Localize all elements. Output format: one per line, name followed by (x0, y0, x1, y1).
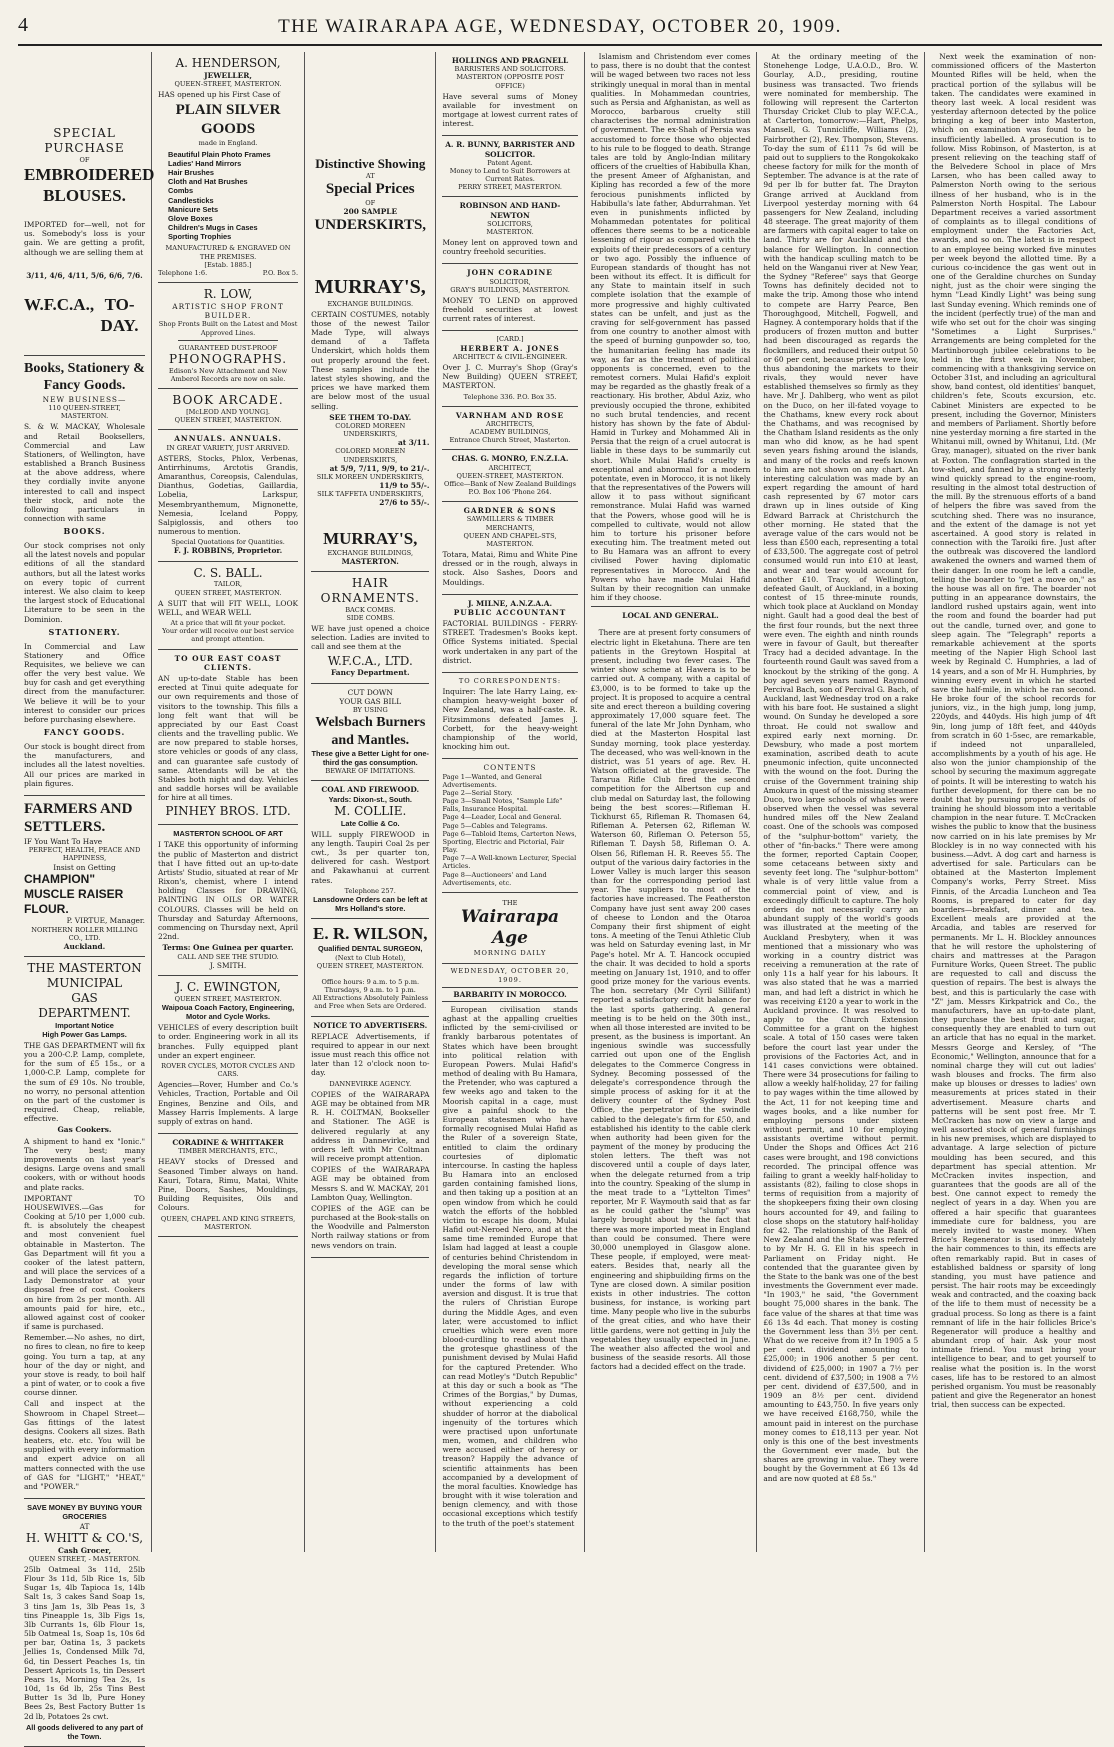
jeweller-label: JEWELLER, (204, 70, 252, 80)
artistic-builder: ARTISTIC SHOP FRONT BUILDER. (172, 302, 284, 321)
beware-note: BEWARE OF IMITATIONS. (325, 767, 416, 776)
robinson-body: Money lent on approved town and country freehold securities. (442, 238, 578, 257)
whitt-ad (24, 1499, 145, 1747)
murrays-name: MURRAY'S, (314, 275, 426, 298)
of-label: OF (365, 198, 376, 207)
local-general-body: There are at present forty consumers of electric light in Eketahuna. There are ten patients in the Greytown Hospital at present, including two fever cases. The winter show scheme at Hawera is to be carried out. A company, with a capital of £3,000, is to be formed to take up the project. It is proposed to acquire a central site and erect thereon a building covering approximately 17,000 square feet. The funeral of the late Mr John Dynham, who died at the Masterton Hospital last Sunday morning, took place yesterday. The deceased, who was well-known in the district, was 51 years of age. Rev. H. Watson officiated at the graveside. The Tararua Rifle Club fired the second competition for the Albertson cup and club medal on Saturday last, the following being the best scores:—Rifleman H. Tickhurst 65, Rifleman R. Thomasen 64, Rifleman A. Petersen 62, Rifleman W. Waterson 60, Rifleman O. Peterson 55, Rifleman T. Daysh 58, Rifleman O. A. Olsen 56, Rifleman H. R. Reeves 55. The output of the various dairy factories in the Lower Valley is much larger this season than for the corresponding period last year. The suppliers to most of the factories have increased. The Featherston Company have just sent away 200 cases of cheese to London and the Otaroa Company their first shipment of eight tons. A meeting of the Tenui Athletic Club was held on Saturday evening last, in Mr Page's hotel. Mr A. T. Hancock occupied the chair. It was decided to hold a sports meeting on January 1st, 1910, and to offer good prize money for the various events. The hon. secretary (Mr Cyril Sillifant) reported a satisfactory credit balance for the last sports gathering. A general meeting is to be held on the 30th inst., when all those interested are invited to be present, as the business is important. An ingenious swindle was successfully carried out upon one of the English delegates to the Commerce Congress in Sydney. Becoming possessed of the delegate's correspondence through the simple process of asking for it at the delivery counter of the Sydney Post Office, the perpetrator of the swindle cabled to the delegate's firm for £50, and established his identity to the cable clerk when authority had been given for the payment of the money by producing the stolen letters. The theft was not discovered until a couple of days later, when the delegate returned from a trip into the country. Speaking of the slump in the meat trade to a "Lyttelton Times" reporter, Mr F. Waymouth said that as far as he could gather the "slump" was largely brought about by the fact that there was more imported meat in England than could be consumed. There were 30,000 unemployed in Glasgow alone. These people, if employed, were meat-eaters. Besides that, nearly all the engineering and shipbuilding firms on the Tyne are closed down. A similar position exists in other industries. The cotton business, for instance, is working part time. Many people who live in the suburbs of the great cities, and who have their little gardens, were not getting in July the vegetables they usually expected in June. The weather also affected the wool and business of the seaside resorts. All those factors had a decided effect on the trade. (590, 628, 751, 1372)
column-5 (585, 52, 758, 1552)
contents-list (442, 773, 577, 887)
column-4 (436, 52, 584, 1552)
opened-body: WE have just opened a choice selection. Ladies are invited to call and see them at the (311, 624, 430, 652)
east-coast-title: TO OUR EAST COAST CLIENTS. (174, 653, 282, 672)
gas-body: THE GAS DEPARTMENT will fix you a 200-C.P. Lamp, complete, for the sum of £5 15s., or a 1,000-C.P. Lamp, complete for the sum of £9 10s. No trouble, no worry, no personal attention on the part of the customer is required. Cheap, reliable, effective. (24, 1040, 145, 1124)
contents-item: Page 1—Wanted, and General Advertisements. (442, 772, 542, 789)
better-light: These give a Better Light for one-third the gas consumption. (311, 748, 429, 768)
milne-ad (442, 595, 577, 673)
colored-2-price: at 5/9, 7/11, 9/9, to 21/-. (329, 463, 430, 473)
replace-body: REPLACE Advertisements, if required to appear in our next issue must reach this office not later than 12 o'clock noon to-day. (311, 1031, 430, 1078)
new-business: NEW BUSINESS— (42, 394, 127, 404)
cookers-body: A shipment to hand ex "Ionic." The very best; many improvements on last year's designs. Large ovens and small cookers, with or without hoods and plate racks. (24, 1136, 145, 1192)
varnham-name: VARNHAM AND ROSE (455, 410, 565, 420)
estab-year: [Estab. 1885.] (204, 260, 252, 269)
contents-item: Page 8—Auctioneers' and Land Advertisements, etc. (442, 870, 547, 887)
yards-label: Yards: Dixon-st., South. (328, 794, 412, 804)
housewives-body: IMPORTANT TO HOUSEWIVES.—Gas for Cooking at 5/10 per 1,000 cub. ft. is absolutely the cheapest and most convenient fuel obtainable in Masterton. The Gas Department will fit you a cooker of the latest pattern, and will place the services of a Lady Demonstrator at your disposal free of cost. Cookers on hire from 2s per month. All amounts paid for hire, etc., allowed against cost of cooker if same is purchased. (24, 1193, 145, 1332)
masterton-label: MASTERTON. (341, 556, 399, 566)
the-label: THE (502, 898, 518, 907)
exchange-buildings-2: EXCHANGE BUILDINGS, (327, 548, 414, 557)
silver-item: Children's Mugs in Cases (168, 223, 258, 233)
paper-masthead (442, 893, 577, 965)
collie-ad (311, 781, 429, 919)
art-body: I TAKE this opportunity of informing the public of Masterton and district that I have fitted out an up-to-date Artists' Studio, situated at rear of Mr Rixon's, chemist, where I intend holding Classes for DRAWING, PAINTING IN OILS OR WATER COLOURS. Classes will be held on Thursday and Saturday Afternoons, commencing on Thursday next, April 22nd. (158, 840, 299, 942)
jones-name: HERBERT A. JONES (460, 343, 560, 353)
column-6 (757, 52, 925, 1552)
correspondents-block (442, 673, 577, 759)
taffeta-price: 27/6 to 55/-. (379, 498, 430, 508)
books-head: BOOKS. (63, 526, 106, 537)
low-name: R. LOW, (203, 287, 253, 302)
monro-title: ARCHITECT, (488, 463, 532, 472)
hair-ad (311, 572, 429, 684)
auckland-label: Auckland. (63, 941, 106, 951)
insist-label: Insist on Getting (53, 862, 116, 872)
cut-down: CUT DOWN (347, 687, 393, 697)
architects-label: ARCHITECTS, (485, 419, 535, 428)
rover-label: ROVER CYCLES, MOTOR CYCLES AND CARS. (161, 1061, 295, 1079)
column-2 (152, 52, 305, 1552)
costumes-body: CERTAIN COSTUMES, notably those of the newest Tailor Made Type, will always demand of a Taffeta Underskirt, which holds them out properly around the feet. These samples include the latest styles showing, and the prices we have marked them are below most of the usual selling. (311, 309, 430, 411)
guaranteed-label: GUARANTEED DUST-PROOF (178, 343, 278, 352)
coradine-address: QUEEN, CHAPEL AND KING STREETS, MASTERTON. (160, 1214, 296, 1231)
contact-row (158, 269, 298, 277)
fancy-body: Our stock is bought direct from the manufacturers, and includes all the latest novelties. All our prices are marked in plain figures. (24, 742, 145, 788)
copies-body-2: COPIES of the WAIRARAPA AGE may be obtained from Messrs S. and W. MACKAY, 201 Lambton Quay, Wellington. (311, 1165, 430, 1202)
page-number: 4 (18, 14, 28, 36)
gray-buildings: GRAY'S BUILDINGS, MASTERTON. (450, 285, 570, 294)
inquirer-body: Inquirer: The late Harry Laing, ex-champion heavy-weight boxer of New Zealand, was a half-caste. R. Fitzsimmons defeated James J. Corbett, for the heavy-weight championship of the world, knocking him out. (442, 687, 578, 752)
smith-name: J. SMITH. (209, 960, 247, 970)
architect-label: ARCHITECT & CIVIL-ENGINEER. (452, 352, 568, 361)
champion-flour: CHAMPION" MUSCLE RAISER FLOUR. (24, 871, 124, 916)
silver-item: Sporting Trophies (168, 232, 232, 242)
contents-item: Page 7—A Well-known Lecturer, Special Articles. (442, 854, 577, 871)
colored-2: COLORED MOREEN UNDERSKIRTS, (335, 447, 406, 464)
gardner-address: QUEEN AND CHAPEL-STS, MASTERTON. (463, 531, 557, 548)
column-3 (305, 52, 436, 1552)
monro-address: QUEEN-STREET, MASTERTON. (456, 471, 564, 480)
firewood-body: WILL supply FIREWOOD in any length. Taupiri Coal 2s per cwt., 3s per quarter ton, delivered for cash. Westport and Pakawhanui at current rates. (311, 829, 430, 885)
silver-list (168, 150, 298, 242)
hollings-body: Have several sums of Money available for investment on mortgage at lowest current rates of interest. (442, 91, 578, 129)
whitt-name: H. WHITT & CO.'S, (25, 1530, 144, 1545)
robinson-ad (442, 197, 577, 264)
gardner-name: GARDNER & SONS (463, 506, 557, 516)
call-studio: CALL AND SEE THE STUDIO. (177, 952, 279, 961)
flour-ad (24, 796, 145, 957)
annuals-ad (158, 430, 298, 561)
card-label: [CARD.] (496, 335, 524, 344)
collie-telephone: Telephone 257. (344, 886, 396, 895)
special-quotations: Special Quotations for Quantities. (171, 538, 285, 547)
coradine-ad (158, 1134, 298, 1237)
book-arcade: BOOK ARCADE. (172, 393, 284, 408)
today-label: TO-DAY. (100, 294, 139, 336)
remember-body: Remember.—No ashes, no dirt, no fires to clean, no fire to keep going. You turn a tap, at any hour of the day or night, and your stove is ready, to boil half a pint of water, or to cook a five course dinner. (24, 1333, 145, 1398)
next-club: (Next to Club Hotel), (335, 953, 406, 962)
price-note: At a price that will fit your pocket. (170, 619, 286, 628)
made-in: made in England. (198, 138, 258, 147)
distinctive-showing: Distinctive Showing (315, 156, 426, 171)
factorial-body: FACTORIAL BUILDINGS - FERRY-STREET. Tradesmen's Books kept. Office Systems initiated. Special work undertaken in any part of the district. (442, 619, 578, 665)
art-terms: Terms: One Guinea per quarter. (162, 943, 294, 953)
gardner-ad (442, 502, 577, 595)
milne-name: J. MILNE, A.N.Z.A.A. (467, 598, 553, 608)
silver-item: Candlesticks (168, 195, 214, 205)
arcade-address: QUEEN STREET, MASTERTON. (174, 416, 282, 425)
office-hours: Office hours: 9 a.m. to 5 p.m. Thursdays, 9 a.m. to 1 p.m. (321, 977, 420, 995)
varnham-ad (442, 407, 577, 451)
bunny-ad (442, 136, 577, 197)
vehicles-body: VEHICLES of every description built to order. Engineering work in all its branches. Fully equipped plant under an expert engineer. (158, 1023, 299, 1060)
east-coast-body: AN up-to-date Stable has been erected at Tinui quite adequate for our own requirements and those of visitors to the township. This fills a long felt want that will be appreciated by our East Coast clients and the travelling public. We are now prepared to stable horses, store vehicles or goods of any class, and can guarantee safe custody of same. Attendants will be at the Stables both night and day. Vehicles and saddle horses will be available for hire at all times. (158, 673, 299, 803)
ewington-name: J. C. EWINGTON, (175, 979, 281, 994)
wfca-ltd: W.F.C.A., LTD. (327, 653, 413, 668)
wilson-name: E. R. WILSON, (313, 924, 428, 944)
article-body: European civilisation stands aghast at the appalling cruelties inflicted by the semi-civilised or frankly barbarous potentates of States which have been brought into political relation with European Powers. Mulai Hafid's method of dealing with Bu Hamara, the Pretender, who was captured a few weeks ago and taken to the Moorish capital in a cage, must give a painful shock to the European statesmen who have formally recognised Mulai Hafid as the Ruler of a sovereign State, entitled to claim the ordinary courtesies of diplomatic intercourse. In casting the hapless Bu Hamara into an enclosed garden containing famished lions, and then taking up a position at an open window from which he could watch the efforts of the hobbled victim to escape his doom, Mulai Hafid out-Neroed Nero, and at the same time reminded Europe that Islam had lagged at least a couple of centuries behind Christendom in developing the moral sense which regards the infliction of torture under the forms of law with aversion and disgust. It is true that the rulers of Christian Europe during the Middle Ages, and even later, were accustomed to inflict cruelties which were even more blood-curdling to read about than the grotesque ghastliness of the punishment devised by Mulai Hafid for the captured Pretender. Who can read Motley's "Dutch Republic" at this day or such a book as "The Crimes of the Borgias," by Dumas, without experiencing a cold shudder of horror at the diabolical ingenuity of the tortures which were practised upon unfortunate men, women, and children who were accused either of heresy or treason? Happily the advance of scientific attainments has been accompanied by a development of the moral faculties. Knowledge has brought with it wise toleration and benign clemency, and with those occasional exceptions which testify to the truth of the poet's statement (442, 1004, 578, 1528)
books-address: 110 QUEEN-STREET, MASTERTON. (48, 403, 121, 421)
blouses-of: OF (79, 155, 90, 164)
annuals-title: ANNUALS. ANNUALS. (174, 434, 282, 444)
pinhey-name: PINHEY BROS. LTD. (165, 804, 291, 819)
welsbach-ad (311, 684, 429, 782)
silver-item: Glove Boxes (168, 213, 213, 223)
article-continued: Islamism and Christendom ever comes to pass, there is no doubt that the contest will be waged between two races not less strikingly unequal in moral than in mental qualities. In Mohammedan countries, such as Persia and Afghanistan, as well as Morocco, barbarous cruelty still characterises the normal administration of government. The ex-Shah of Persia was accustomed to force those who objected to his rule to be flogged to death. Strange tales are told by Anglo-Indian military officers of the cruelties of Habibulla Khan, the present Ameer of Afghanistan, and Kipling has recorded a few of the more ferocious punishments inflicted by Habibulla's late father, Abdurrahman. Yet even in punishments inflicted by Mohammedan potentates for political offences there seems to be a noticeable lessening of rigour as compared with the exploits of their predecessors of a century or two ago. Possibly the influence of European standards of thought has not been without its effect. It is difficult for any State to maintain itself in such complete isolation that the example of more progressive and highly cultivated states can be unfelt, and just as the craving for self-government has passed from one country to another almost with the speed of burning gunpowder so, too, the humanitarian feeling has made its way, as far as the treatment of political opponents is concerned, even to the remotest corners. Mulai Hafid's exploit may be regarded as the ghastly freak of a reactionary. His brother, Abdul Aziz, who previously occupied the throne, exhibited no such brutal tendencies, and recent history has shown by the fate of Abdul-Hamid in Turkey and Mohammed Ali in Persia that the reign of a cruel autocrat is liable in these days to be summarily cut short. While Mulai Hafid's cruelty is exceptional and abnormal for a modern potentate, even in Morocco, it is not likely that the representatives of the Powers will allow it to pass without significant remonstrance. Mulai Hafid was warned that the Powers, whose good will he is compelled to cultivate, would not allow him to torture his prisoner before executing him. The treatment meted out to Bu Hamara was an affront to every civilised Power having diplomatic representatives in Morocco. And the Powers who have made Mulai Hafid Sultan by their recognition can unmake him if they choose. (590, 52, 751, 603)
timber-label: TIMBER MERCHANTS, ETC., (178, 1147, 278, 1156)
manufactured-note: MANUFACTURED & ENGRAVED ON THE PREMISES. (165, 244, 291, 261)
stationery-head: STATIONERY. (48, 626, 121, 637)
hollings-sub: BARRISTERS AND SOLICITORS. (454, 65, 566, 74)
blouses-title: EMBROIDERED BLOUSES. (24, 164, 155, 205)
by-using: BY USING (352, 705, 388, 714)
copies-body: COPIES of the WAIRARAPA AGE may be obtained from MR R. H. COLTMAN, Bookseller and Stationer. The AGE is delivered regularly at any address in Dannevirke, and orders left with Mr Coltman will receive prompt attention. (311, 1089, 430, 1164)
gardner-body: Totara, Matai, Rimu and White Pine dressed or in the rough, always in stock. Also Sashes, Doors and Mouldings. (442, 550, 578, 587)
robinson-address: MASTERTON. (486, 227, 534, 236)
suit-body: A SUIT that will FIT WELL, LOOK WELL, and WEAR WELL (158, 598, 299, 617)
sample-count: 200 SAMPLE (343, 207, 398, 217)
collie-name: M. COLLIE. (334, 803, 407, 818)
plain-silver: PLAIN SILVER GOODS (175, 102, 281, 137)
tailor-label: TAILOR, (213, 580, 243, 589)
gas-municipal: MUNICIPAL (46, 975, 123, 990)
notices-block (311, 1017, 429, 1258)
henderson-body: HAS opened up his First Case of (158, 90, 280, 100)
robinson-sub: SOLICITORS, (487, 219, 533, 228)
fancy-dept: Fancy Department. (330, 668, 410, 678)
money-body: MONEY TO LEND on approved freehold securities at lowest current rates of interest. (442, 295, 578, 324)
ball-name: C. S. BALL. (193, 565, 263, 580)
perry-street: PERRY STREET, MASTERTON. (458, 183, 562, 192)
see-them: SEE THEM TO-DAY. (329, 412, 412, 422)
dental-title: Qualified DENTAL SURGEON, (318, 944, 423, 954)
murrays-name-2: MURRAY'S, (323, 528, 418, 548)
murrays-ad (311, 52, 429, 572)
po-box: P.O. Box 5. (262, 268, 299, 277)
sawmillers-label: SAWMILLERS & TIMBER MERCHANTS, (466, 515, 554, 532)
gas-bill: YOUR GAS BILL (339, 696, 402, 706)
virtue-manager: P. VIRTUE, Manager. (66, 916, 145, 926)
contents-item: Page 6—Tabloid Items, Carterton News, Sporting, Electric and Pictorial, Fair Play. (442, 829, 577, 855)
silver-item: Manicure Sets (168, 204, 219, 214)
back-combs: BACK COMBS. (345, 605, 396, 614)
john-coradine: JOHN CORADINE (467, 268, 553, 278)
dateline: WEDNESDAY, OCTOBER 20, 1909. (450, 967, 570, 984)
news-column-6: At the ordinary meeting of the Stonehenge Lodge, U.A.O.D., Bro. W. Gourlay, A.D., presiding, routine business was transacted. Two friends were nominated for membership. The following will represent the Carterton Thursday Cricket Club to play W.F.C.A., at Carterton, tomorrow:—Hart, Phelps, Mansell, G. Tunnicliffe, Williams (2), Fairbrother (2), Rev. Thompson, Stevens. To-day the sum of £111 7s 6d will be paid out to suppliers to the Rongokokako cheese factory for milk for the month of September. The advance is at the rate of 9d per lb for butter fat. The Drayton Grange arrived at Auckland from Liverpool yesterday morning with 64 passengers for New Zealand, including 48 steerage. The great majority of them are farmers with capital eager to take on land. Thirty are for Auckland and the balance for Wellington. In connection with the handicap sculling match to be held on the Wanganui river at New Year, the Sydney "Referee" says that George Towns has definitely decided not to make the trip. Among those who intend to compete are Harry Pearce, Ben Thoroughgood, Mitchell, Fogwell, and Hagney. A contemporary holds that if the producers of frozen mutton and butter had been discouraged as regards the flockmillers, and reduced their output 50 or 60 per cent, because prices were low, thus abandoning the markets to their rivals, they would never have established themselves so firmly as they have. Mr J. Dahlberg, who went as pilot on the Duco, on her ill-fated voyage to the Chathams, knew every rock about the Chathams, and was recognised by the Chatham Island residents as the only man who did know, as he had spent seven years fishing around the islands, and many of the rocks and reefs known to him are not shown on any chart. An interesting calculation was made by an expert regarding the amount of hard cash represented by 67 motor cars drawn up in lines outside of King Edward Barrack at Christchurch the other morning. He stated that the average value of the cars would not be less than £500 each, representing a total of £33,500. The aggregate cost of petrol consumed would run into £10 at least, and wear and tear would account for another £10. Tracy, of Wellington, defeated Gault, of Auckland, in a boxing contest of 15 three-minute rounds, which took place at Auckland on Monday night. Gault had a good deal the best of the first four rounds, but the next three were even. The eighth and ninth rounds were in favour of Gault, but thereafter Tracy had a decided advantage. In the fourteenth round Gault was saved from a knockout by the striking of the gong. A boy aged seven years named Raymond Percival Bach, son of Percival G. Bach, of Auckland, last Wednesday trod on a rake with his bare foot. He sustained a slight wound. On Sunday he developed a sore throat. He could not swallow and expired early next morning. Dr. Dewsbury, who made a post mortem examination, ascribed death to acute pneumonic infection, quite unconnected with the wound on the foot. During the cruise of the Government training ship Amokura in quest of the missing steamer Duco, two large schools of whales were observed when the vessel was several hundred miles off the New Zealand coast. One of the schools was composed of the "sulphur-bottom" variety, the other of "fin-backs." There were among the former, reported Captain Cooper, some cetaceans between sixty and seventy feet long. The "sulphur-bottom" whale is of very little value from a commercial point of view, and is exceedingly difficult to capture. The holy orders do not necessarily carry an abundant supply of the world's goods was illustrated at the meeting of the Auckland Presbytery, when it was mentioned that a missionary who was working in a country district was receiving a remuneration at the rate of only 11s a half year for his labours. It was also stated that he was a married man, and had left a district in which he was receiving £120 a year to work in the Auckland province. It was resolved to apply to the Church Extension Committee for a grant on the highest scale. A total of 150 cases were taken before the court last year under the provisions of the Factories Act, and in 141 cases convictions were obtained. There were 34 prosecutions for failing to allow a weekly half-holiday, 27 for failing to pay wages within the time allowed by the Act, 11 for not keeping time and wages books, and a like number for employing persons under sixteen without permit, and 10 for employing assistants overtime without permit. Under the Shops and Offices Act 216 cases were brought, and 198 convictions recorded. The principal offence was failing to grant a weekly half-holiday to assistants (82), failing to close shops in terms of requisition from a majority of the shopkeepers fixing their own closing hours accounted for 49, and failing to close shops on the statutory half-holiday for 42. The relationship of the Bank of New Zealand and the State was referred to by Mr H. G. Ell in his speech in Parliament on Friday night. He contended that the guarantee given by the State to the bank was one of the best investments the Government ever made. "In 1903," he said, "the Government bought 75,000 shares in the bank. The face value of the shares at that time was £6 13s 4d each. That money is costing the Government less than 3½ per cent. What do we receive from it? In 1905 a 5 per cent. dividend amounting to £25,000; in 1906 another 5 per cent. dividend of £25,000; in 1907 a 7½ per cent. dividend of £37,500; in 1908 a 7½ per cent. dividend of £37,500, and in 1909 an 8½ per cent. dividend amounting to £43,750. In five years only we have received £168,750, while the amount paid in interest on the purchase money comes to £18,113 per year. Not only is this one of the best investments the Government ever made, but the shares are growing in value. They were bought by the Government at £6 13s 4d and are now quoted at £8 5s." (763, 52, 919, 1483)
silk-moreen: SILK MOREEN UNDERSKIRTS, (316, 472, 424, 481)
henderson-address: QUEEN-STREET, MASTERTON. (174, 80, 282, 89)
coradine-name: CORADINE & WHITTAKER (172, 1138, 284, 1148)
notice-advertisers: NOTICE TO ADVERTISERS. (313, 1020, 428, 1030)
jones-body: Over J. C. Murray's Shop (Gray's New Building) QUEEN STREET, MASTERTON. (442, 362, 578, 391)
solicitor-label: SOLICITOR, (489, 277, 531, 286)
masthead (18, 14, 1102, 46)
blouses-intro: SPECIAL PURCHASE (44, 126, 125, 155)
whitt-address: QUEEN STREET, - MASTERTON. (28, 1554, 141, 1563)
gas-cookers: Gas Cookers. (57, 1125, 112, 1135)
contents-item: Page 4—Leader, Local and General. (442, 813, 562, 822)
mackay-body: S. & W. MACKAY, Wholesale and Retail Booksellers, Commercial and Law Stationers, of Wellington, have established a Branch Business at the above address, where they cordially invite anyone interested to call and inspect their stock, and note the following particulars in connection with same (24, 422, 145, 524)
contents-item: Page 3—Small Notes, "Sample Life" Falls, Insurance Hospital. (442, 797, 563, 814)
heavy-body: HEAVY stocks of Dressed and Seasoned Timber always on hand. Kauri, Totara, Rimu, Matai, White Pine, Doors, Sashes, Mouldings, Building Requisites, Oils and Colours. (158, 1157, 299, 1213)
northern-milling: NORTHERN ROLLER MILLING CO., LTD. (31, 925, 138, 942)
ball-address: QUEEN STREET, MASTERTON. (174, 588, 282, 597)
henderson-ad (158, 52, 298, 283)
telephone-number: Telephone 1:6. (158, 268, 208, 277)
page-title: THE WAIRARAPA AGE, WEDNESDAY, OCTOBER 20, 1909. (278, 16, 842, 37)
extractions-note: All Extractions Absolutely Painless and Free when Sets are Ordered. (312, 994, 429, 1011)
welsbach-title: Welsbach Burners and Mantles. (315, 715, 426, 748)
article-headline: BARBARITY IN MOROCCO. (442, 987, 577, 1002)
column-1 (18, 52, 155, 1741)
save-money: SAVE MONEY BY BUYING YOUR GROCERIES (27, 1503, 142, 1522)
annuals-sub: IN GREAT VARIETY, JUST ARRIVED. (166, 443, 290, 452)
art-school-ad (158, 825, 298, 976)
monro-name: CHAS. G. MONRO, F.N.Z.I.A. (451, 454, 569, 464)
books-title: Books, Stationery & Fancy Goods. (24, 361, 145, 394)
blouses-ad (24, 52, 155, 356)
books-body: Our stock comprises not only all the latest novels and popular editions of all the standard authors, but all the latest works on every topic of current interest. We also claim to keep the largest stock of Educational Literature to be seen in the Dominion. (24, 541, 145, 624)
copies-body-3: COPIES of the AGE can be purchased at the Book-stalls on the Woodville and Palmerston North railway stations or from news vendors on train. (311, 1203, 430, 1250)
blouses-prices: 3/11, 4/6, 4/11, 5/6, 6/6, 7/6. (26, 270, 143, 280)
gas-ad (24, 957, 145, 1499)
waipoua-title: Waipoua Coach Factory, Engineering, Motor and Cycle Works. (161, 1002, 295, 1022)
silver-item: Cloth and Hat Brushes (168, 177, 248, 187)
coradine-solicitor-ad (442, 264, 577, 331)
side-combs: SIDE COMBS. (346, 613, 395, 622)
ball-ad (158, 562, 298, 650)
columns (18, 52, 1102, 1741)
cash-grocer: Cash Grocer, (57, 1545, 112, 1555)
shop-fronts: Shop Fronts Built on the Latest and Most Approved Lines. (158, 320, 298, 337)
annuals-body: ASTERS, Stocks, Phlox, Verbenas, Antirrhinums, Arctotis Grandis, Amaranthus, Coreopsis, Calendulas, Dianthus, Godetias, Gaillardia, Lobelia, Larkspur, Mesembryanthemum, Mignonette, Nemesia, Iceland Poppy, Salpiglossis, and others too numerous to mention. (158, 453, 299, 537)
agencies-body: Agencies—Rover, Humber and Co.'s Vehicles, Traction, Portable and Oil Engines, Benzine and Oils, and Massey Harris Implements. A large supply of extras on hand. (158, 1080, 299, 1126)
hollings-name: HOLLINGS AND PRAGNELL (451, 56, 569, 65)
wfca-name: W.F.C.A., (24, 294, 95, 314)
contents-item: Page 5—Cables and Telegrams. (442, 821, 548, 830)
exchange-buildings: EXCHANGE BUILDINGS. (327, 299, 414, 308)
order-note: Your order will receive our best service and prompt attention. (162, 627, 294, 644)
robbins-proprietor: F. J. ROBBINS, Proprietor. (173, 546, 283, 556)
gas-important: Important Notice (55, 1020, 114, 1030)
hollings-address: MASTERTON (OPPOSITE POST OFFICE) (456, 73, 564, 90)
wilson-address: QUEEN STREET, MASTERTON. (316, 961, 424, 970)
academy-buildings: ACADEMY BUILDINGS, (469, 428, 551, 437)
at-label: AT (365, 172, 375, 181)
gas-masterton: THE MASTERTON (27, 961, 142, 976)
farmers-perfect: PERFECT, HEALTH, PEACE AND HAPPINESS, (28, 846, 141, 863)
blouses-body: IMPORTED for—well, not for us. Somebody's loss is your gain. We are getting a profit, although we are selling them at (24, 220, 145, 257)
lend-note: Money to Lend to Suit Borrowers at Current Rates. (449, 166, 571, 184)
hair-ornaments: HAIR ORNAMENTS. (320, 575, 420, 605)
contents-head: CONTENTS (483, 763, 537, 773)
silver-item: Ladies' Hand Mirrors (168, 158, 242, 168)
colored-1: COLORED MOREEN UNDERSKIRTS, (335, 421, 406, 439)
local-general-head: LOCAL AND GENERAL. (591, 606, 751, 624)
call-body: Call and inspect at the Showroom in Chapel Street—Gas fittings of the latest designs. Cookers all sizes. Bath heaters, etc. etc. You will be supplied with every information and expert advice on all matters connected with the use of GAS for "LIGHT," "HEAT," and "POWER." (24, 1399, 145, 1491)
silver-item: Beautiful Plain Photo Frames (168, 149, 271, 159)
gas-high-power: High Power Gas Lamps. (42, 1029, 127, 1039)
leader-article (442, 967, 577, 1527)
colored-1-price: at 3/11. (397, 438, 430, 448)
silver-item: Hair Brushes (168, 168, 215, 178)
ewington-address: QUEEN STREET, MASTERTON. (174, 994, 282, 1003)
fancy-head: FANCY GOODS. (43, 727, 126, 738)
news-column-7: Next week the examination of non-commissioned officers of the Masterton Mounted Rifles will be held, when the practical portion of the syllabus will be taken. The candidates were examined in theory last week. A local resident was yesterday afternoon detected by the police bringing a keg of beer into Masterton, which on examination was found to be insufficiently labelled. A prosecution is to follow. Miss Robinson, of Masterton, is at present relieving on the teaching staff of the Belvedere School in place of Mrs Larsen, who has been called away to Palmerston North owing to the serious illness of her husband, who is in the Palmerston North Hospital. The Labour Department receives a varied assortment of complaints as to illegal conditions of employment under the Factories Act, awards, and so on. The latest is in respect to an employee being worked five minutes per week beyond the allotted time. By a curious co-incidence the gas went out in one of the Geraldine churches on Sunday night, just as the choir were singing the hymn "Lead Kindly Light" was being sung last Sunday evening. Which reminds one of the incident (perfectly true) of the man and wife who set out for the choir was singing "Sometimes a Light Surprises." Arrangements are being completed for the Martinborough jubilee celebrations to be held in the first week in November, commencing with a thanksgiving service on October 31st, and including an agricultural show, band contest, old identities' banquet, children's fete, Scouts excursion, etc. Cabinet Ministers are expected to be present, including the Governor, Ministers and members of Parliament. Shortly before nine yesterday morning a fire started in the Whitanui mill, owned by Whitanui, Ltd. (Mr Gray, manager), situated on the river bank at Foxton. The conflagration started in the tow-shed, and fanned by a strong westerly wind quickly spread to the engine-room, resulting in the almost total destruction of the mill. By the strenuous efforts of a band of helpers the fibre was saved from the scutching shed. There was no insurance, and the extent of the damage is not yet ascertained. A good story is related in connection with the Taroiki fire. Just after the outbreak was discovered the landlord awakened the owners and warned them of their danger. In one room he left a candle, telling the boarder to "get a move on," as the house was all on fire. The boarder not putting in an appearance downstairs, the landlord rushed upstairs again, went into the room and found the boarder had put out the candle, turned over, and gone to sleep again. The "Telegraph" reports a remarkable achievement at the sports meeting of the Napier High School last week by Reginald C. Humphries, a lad of 14 years, and a son of Mr H. Humphries, by winning every event in which he started save the half-mile, in which he ran second. He broke four of the school records for juniors, viz., in the high jump, long jump, 220yds, and 440yds. His high jump of 4ft 9in, long jump of 18ft feet, and 440yds from scratch in 60 1-5sec, are remarkable, if indeed not unparalleled, accomplishments by a youth of his age. He also won the junior championship of the school by securing the maximum aggregate of points. It will be interesting to watch his further development, for there can be no doubt that by pursuing proper methods of training he should blossom into a veritable champion in the near future. T. McCracken wishes the public to know that the business now carried on in his late premises by Mr Blockley is in no way connected with his business.—Advt. A dog cart and harness is advertised for sale. Particulars can be obtained at the Masterton Implement Company's works, Perry Street. Miss Finnis, of the Arcadia Luncheon and Tea Rooms, is prepared to cater for day boarders—breakfast, dinner and tea. Excellent meals are provided at the Arcadia, and tables are reserved for permanents. Mr L. H. Blockley announces that he will restore the upholstering of chairs and mattresses at the Paragon Furniture Works, Queen Street. The public are requested to call and discuss the question of repairs. The best is always the best, and this is particularly the case with "Z" jam. Messrs Kirkpatrick and Co., the manufacturers, have an up-to-date plant, they purchase the best fruit and sugar, consequently they are enabled to turn out an article that has no equal in the market. Messrs George and Kersley, of "The Economic," Wellington, announce that for a nominal charge they will cut out ladies' wash blouses and frocks. The firm also make up blouses or dresses to ladies' own measurements at prices stated in their advertisement. Measure charts and patterns will be sent post free. Mr T. McCracken has now on view a large and well assorted stock of general furnishings in his new premises, which are displayed to advantage. A large selection of picture moulding has been secured, and this department has special attention. Mr McCracken invites inspection, and guarantees that the goods are all of the best. One cannot expect to remedy the neglect of years in a day. When you are offered a hair specific that guarantees immediate cure for baldness, you are merely invited to waste money. When Brice's Regenerator is used immediately the hair commences to thin, its effects are often remarkably rapid. But in cases of established baldness or sparsity of long standing, you must have patience and persist. The hair roots may be exceedingly weak and contracted, and the coaxing back of the life to them must of necessity be a gradual process. So long as there is a faint remnant of life in the hair follicles Brice's Regenerator will produce a healthy and abundant crop of hair. Ask your most intimate friend. You must bring your intelligence to bear, and to get yourself to realise what the position is. In the worst cases, life has to be restored to an almost perished organism. You must be reasonably patient and give the Regenerator an honest trial, then success can be expected. (931, 52, 1096, 1410)
phonographs-label: PHONOGRAPHS. (168, 351, 288, 366)
coal-title: COAL AND FIREWOOD. (321, 785, 420, 795)
books-ad (24, 356, 145, 796)
lansdowne-note: Lansdowne Orders can be left at Mrs Holland's store. (313, 894, 428, 914)
delivered-note: All goods delivered to any part of the Town. (25, 1722, 144, 1741)
whitt-at: AT (79, 1521, 90, 1531)
low-ad (158, 283, 298, 389)
grocer-list: 25lb Oatmeal 3s 11d, 25lb Flour 3s 11d, 5lb Rice 1s, 5lb Sugar 1s, 4lb Tapioca 1s, 14lb Salt 1s, 3 cakes Sand Soap 1s, 3 tins Jam 1s, 3lb Peas 1s, 3 tins Pineapple 1s, 3lb Figs 1s, 3lb Currants 1s, 6lb Flour 1s, 5lb Oatmeal 1s, Soap 1s, 10s 6d per bar, Oatina 1s, 3 packets Jellies 1s, Condensed Milk 7d, 6d, tin Dessert Peaches 1s, tin Dessert Apricots 1s, tin Dessert Pears 1s, Morning Tea 2s, 1s 10d, 1s 6d lb, 25s Tins Best Butter 1s 3d lb, Pure Honey Bees 2s, Best Factory Butter 1s 2d lb, Potatoes 2s cwt. (24, 1564, 145, 1721)
bunny-name: A. R. BUNNY, BARRISTER AND SOLICITOR. (445, 140, 575, 159)
wilson-ad (311, 919, 429, 1016)
late-collie: Late Collie & Co. (340, 818, 400, 828)
ewington-ad (158, 976, 298, 1134)
wfca-row (24, 294, 145, 336)
monro-ad (442, 450, 577, 502)
contents-block (442, 759, 577, 893)
stationery-body: In Commercial and Law Stationery and Office Requisites, we believe we can offer the very best value. We buy for cash and get everything direct from the manufacturer. We believe it will be to your interest to consider our prices before purchasing elsewhere. (24, 641, 145, 724)
hollings-ad (442, 52, 577, 136)
silk-price: 11/9 to 55/-. (379, 481, 430, 491)
morning-daily: MORNING DAILY (473, 949, 547, 958)
silk-taffeta: SILK TAFFETA UNDERSKIRTS, (317, 490, 424, 499)
monro-office: Office—Bank of New Zealand Buildings P.O. Box 106 'Phone 264. (444, 479, 576, 497)
henderson-name: A. HENDERSON, (175, 56, 281, 70)
contents-item: Page 2—Serial Story. (442, 788, 513, 797)
paper-name: Wairarapa Age (461, 907, 559, 949)
robinson-name: ROBINSON AND HAND-NEWTON (459, 201, 561, 220)
farmers-if: IF You Want To Have (24, 837, 103, 847)
school-art-title: MASTERTON SCHOOL OF ART (173, 829, 283, 839)
dannevirke-agency: DANNEVIRKE AGENCY. (329, 1079, 412, 1088)
edison-note: Edison's New Attachment and New Amberol Records are now on sale. (168, 366, 288, 383)
special-prices: Special Prices (325, 181, 415, 198)
patent-agent: Patent Agent. (487, 158, 533, 167)
gas-department: GAS DEPARTMENT. (38, 990, 131, 1020)
silver-item: Combs (168, 186, 194, 196)
farmers-title: FARMERS AND SETTLERS. (24, 800, 133, 836)
pinhey-ad (158, 650, 298, 826)
entrance-note: Entrance Church Street, Masterton. (449, 436, 571, 445)
correspondents-head: TO CORRESPONDENTS: (458, 676, 562, 685)
column-7 (925, 52, 1102, 1552)
underskirts-title: UNDERSKIRTS, (314, 217, 427, 234)
mcleod-label: [McLEOD AND YOUNG]. (186, 407, 270, 416)
jones-telephone: Telephone 336. P.O. Box 35. (463, 392, 557, 401)
arcade-ad (158, 389, 298, 430)
jones-ad (442, 331, 577, 406)
public-accountant: PUBLIC ACCOUNTANT (453, 607, 567, 617)
